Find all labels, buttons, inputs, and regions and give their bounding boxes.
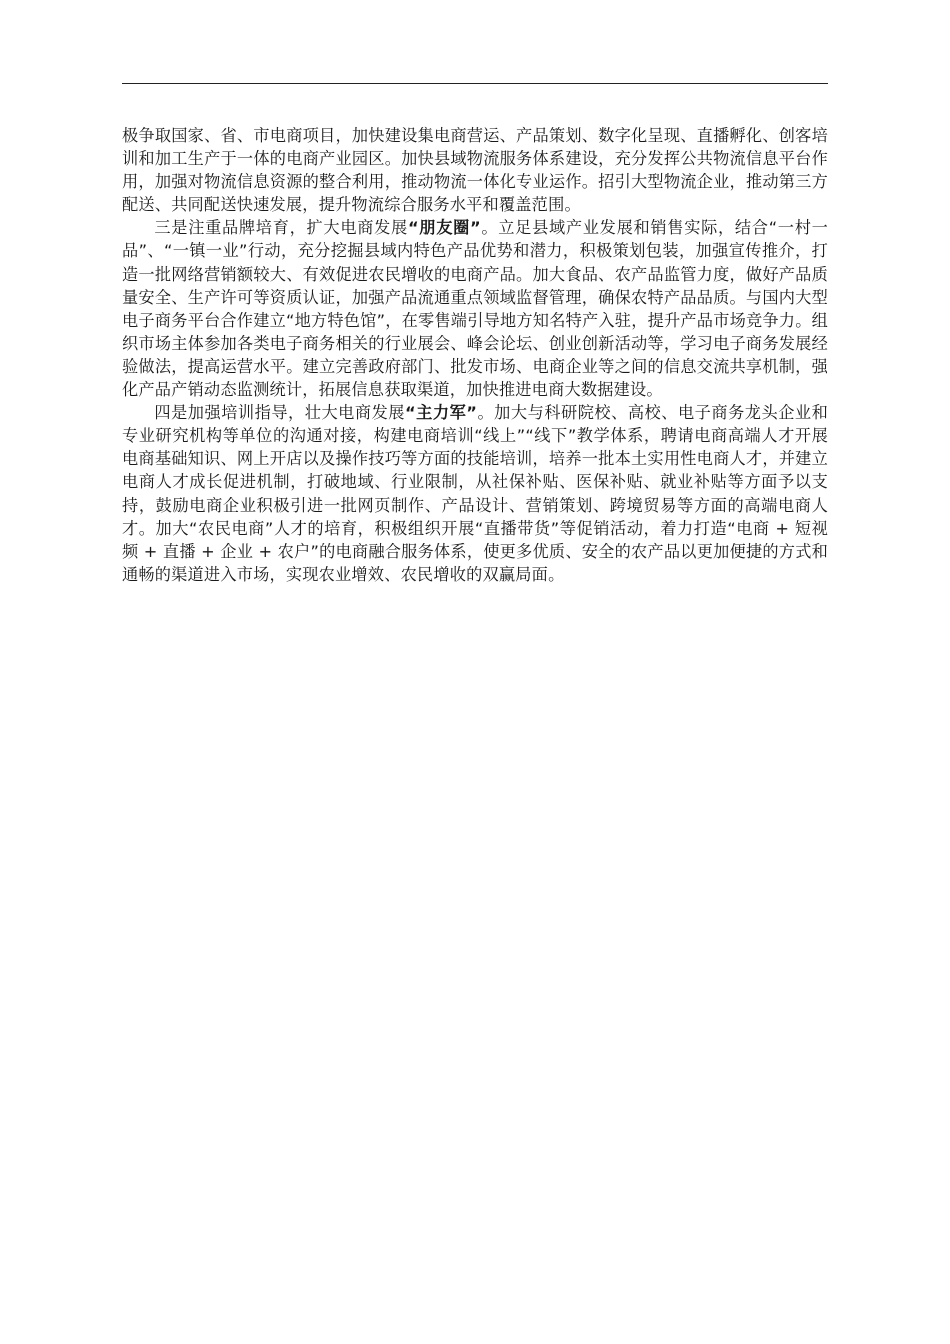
paragraph-3-lead: 四是加强培训指导，壮大电商发展 bbox=[154, 403, 406, 423]
paragraph-1-text: 极争取国家、省、市电商项目，加快建设集电商营运、产品策划、数字化呈现、直播孵化、创客培训和加工生产于一体的电商产业园区。加快县域物流服务体系建设，充分发挥公共物流信息平台作用，加强对物流信息资源的整合利用，推动物流一体化专业运作。招引大型物流企业，推动第三方配送、共同配送快速发展，提升物流综合服务水平和覆盖范围。 bbox=[122, 126, 828, 215]
paragraph-2-text: 。立足县域产业发展和销售实际，结合“一村一品”、“一镇一业”行动，充分挖掘县域内特色产品优势和潜力，积极策划包装，加强宣传推介，打造一批网络营销额较大、有效促进农民增收的电商产品。加大食品、农产品监管力度，做好产品质量安全、生产许可等资质认证，加强产品流通重点领域监督管理，确保农特产品品质。与国内大型电子商务平台合作建立“地方特色馆”，在零售端引导地方知名特产入驻，提升产品市场竞争力。组织市场主体参加各类电子商务相关的行业展会、峰会论坛、创业创新活动等，学习电子商务发展经验做法，提高运营水平。建立完善政府部门、批发市场、电商企业等之间的信息交流共享机制，强化产品产销动态监测统计，拓展信息获取渠道，加快推进电商大数据建设。 bbox=[122, 218, 828, 400]
paragraph-2-lead: 三是注重品牌培育，扩大电商发展 bbox=[154, 218, 408, 238]
paragraph-3 bbox=[122, 401, 828, 586]
paragraph-2 bbox=[122, 216, 828, 401]
header-rule bbox=[122, 83, 828, 84]
document-body bbox=[122, 124, 828, 586]
paragraph-2-lead-emphasis: “朋友圈” bbox=[407, 218, 481, 238]
paragraph-1 bbox=[122, 124, 828, 216]
paragraph-3-lead-emphasis: “主力军” bbox=[405, 403, 478, 423]
paragraph-3-text: 。加大与科研院校、高校、电子商务龙头企业和专业研究机构等单位的沟通对接，构建电商培训“线上”“线下”教学体系，聘请电商高端人才开展电商基础知识、网上开店以及操作技巧等方面的技能培训，培养一批本土实用性电商人才，并建立电商人才成长促进机制，打破地域、行业限制，从社保补贴、医保补贴、就业补贴等方面予以支持，鼓励电商企业积极引进一批网页制作、产品设计、营销策划、跨境贸易等方面的高端电商人才。加大“农民电商”人才的培育，积极组织开展“直播带货”等促销活动，着力打造“电商 + 短视频 + 直播 + 企业 + 农户”的电商融合服务体系，使更多优质、安全的农产品以更加便捷的方式和通畅的渠道进入市场，实现农业增效、农民增收的双赢局面。 bbox=[122, 403, 829, 584]
